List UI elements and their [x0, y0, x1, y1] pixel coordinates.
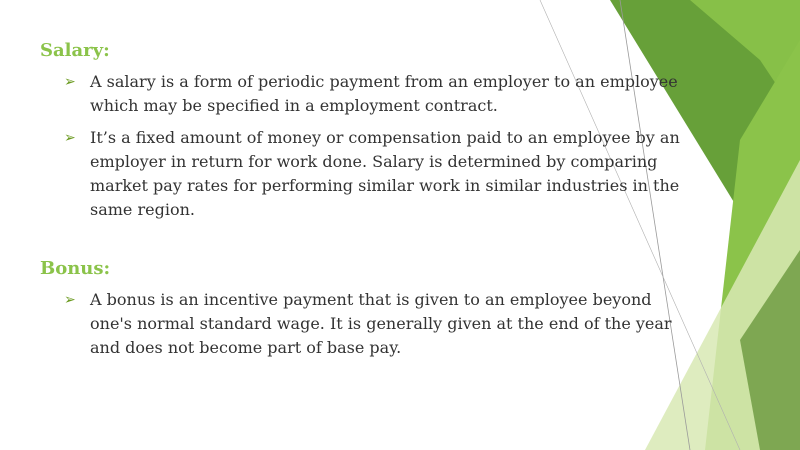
- arrow-bullet-icon: ➢: [64, 74, 76, 90]
- bonus-heading: Bonus:: [40, 258, 111, 279]
- salary-bullet-2-text: It’s a fixed amount of money or compensation paid to an employee by an employer in return for work done. Salary is determined by comparing market pay rates for performing similar work in similar industries in the same region.: [90, 128, 680, 219]
- salary-bullet-1: [40, 70, 680, 118]
- bonus-bullet-1: [40, 288, 680, 360]
- slide-content: [40, 38, 680, 368]
- salary-bullet-2: [40, 126, 680, 222]
- salary-bullet-1-text: A salary is a form of periodic payment from an employer to an employee which may be specified in a employment contract.: [90, 72, 678, 115]
- bonus-bullet-1-text: A bonus is an incentive payment that is given to an employee beyond one's normal standard wage. It is generally given at the end of the year and does not become part of base pay.: [90, 290, 672, 357]
- arrow-bullet-icon: ➢: [64, 292, 76, 308]
- salary-heading: Salary:: [40, 40, 110, 61]
- salary-section: [40, 38, 680, 222]
- bonus-bullet-list: [40, 288, 680, 360]
- salary-bullet-list: [40, 70, 680, 222]
- bonus-section: [40, 256, 680, 360]
- arrow-bullet-icon: ➢: [64, 130, 76, 146]
